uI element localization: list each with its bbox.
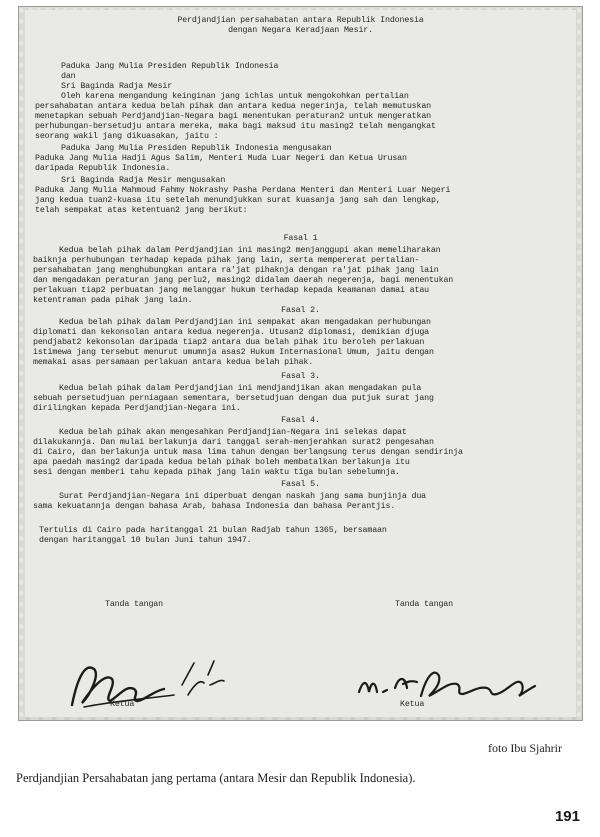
fasal-2-line: diplomati dan kekonsolan antara kedua negerenja. Utusan2 diplomasi, demikian djuga — [33, 328, 429, 337]
doc-line: persahabatan antara kedua belah pihak dan antara kedua negerinja, telah memutuskan — [35, 102, 431, 111]
sign-name-right: Ketua — [400, 700, 425, 709]
treaty-title-line1: Perdjandjian persahabatan antara Republik Indonesia — [177, 16, 424, 25]
doc-line: telah sempakat atas ketentuan2 jang berikut: — [35, 206, 248, 215]
sign-label-right: Tanda tangan — [395, 600, 453, 609]
doc-line: Sri Baginda Radja Mesir — [61, 82, 173, 91]
fasal-5-heading: Fasal 5. — [281, 480, 320, 489]
fasal-2-line: memakai asas persamaan perlakuan antara kedua belah pihak. — [33, 358, 314, 367]
fasal-4-line: Kedua belah pihak akan mengesahkan Perdjandjian-Negara ini selekas dapat — [59, 428, 407, 437]
fasal-4-line: sesi dengan memberi tahu kepada pihak jang lain waktu tiga bulan sebelumnja. — [33, 468, 401, 477]
fasal-1-line: baiknja perhubungan terhadap kepada pihak jang lain, serta mempererat pertalian- — [33, 256, 420, 265]
fasal-1-heading: Fasal 1 — [283, 234, 318, 243]
sign-label-left: Tanda tangan — [105, 600, 163, 609]
closing-line: dengan haritanggal 10 bulan Juni tahun 1947. — [39, 536, 252, 545]
signature-left-image — [64, 655, 234, 715]
fasal-2-line: istimewa jang tersebut menurut umumnja asas2 Hukum Internasional Umum, jaitu dengan — [33, 348, 434, 357]
fasal-5-line: sama kekuatannja dengan bahasa Arab, bahasa Indonesia dan bahasa Perantjis. — [33, 502, 396, 511]
fasal-3-line: Kedua belah pihak dalam Perdjandjian ini mendjandjikan akan mengadakan pula — [59, 384, 422, 393]
fasal-1-line: dan mengadakan peraturan jang perlu2, masing2 didalam daerah negerenja, bagi menentukan — [33, 276, 454, 285]
closing-line: Tertulis di Cairo pada haritanggal 21 bulan Radjab tahun 1365, bersamaan — [39, 526, 387, 535]
signature-right-image — [349, 662, 539, 707]
fasal-4-heading: Fasal 4. — [281, 416, 320, 425]
doc-line: Paduka Jang Mulia Mahmoud Fahmy Nokrashy Pasha Perdana Menteri dan Menteri Luar Negeri — [35, 186, 451, 195]
fasal-1-line: ketentraman pada pihak jang lain. — [33, 296, 193, 305]
fasal-3-line: dirilingkan kepada Perdjandjian-Negara ini. — [33, 404, 241, 413]
document-photo — [18, 6, 583, 721]
doc-line: Sri Baginda Radja Mesir mengusakan — [61, 176, 226, 185]
page-number: 191 — [554, 808, 580, 825]
fasal-4-line: di Cairo, dan berlakunja untuk masa lima tahun dengan berlangsung terus dengan sendirinja — [33, 448, 463, 457]
fasal-4-line: dilakukannja. Dan mulai berlakunja dari tanggal serah-menjerahkan surat2 pengesahan — [33, 438, 434, 447]
fasal-3-heading: Fasal 3. — [281, 372, 320, 381]
doc-line: perhubungan-bersetudju antara mereka, maka bagi maksud itu masing2 telah mengangkat — [35, 122, 436, 131]
doc-line: menetapkan sebuah Perdjandjian-Negara bagi menentukan peraturan2 untuk mengeratkan — [35, 112, 431, 121]
photo-credit: foto Ibu Sjahrir — [488, 741, 562, 755]
fasal-5-line: Surat Perdjandjian-Negara ini diperbuat dengan naskah jang sama bunjinja dua — [59, 492, 427, 501]
treaty-sheet — [25, 10, 576, 717]
doc-line: Paduka Jang Mulia Hadji Agus Salim, Menteri Muda Luar Negeri dan Ketua Urusan — [35, 154, 407, 163]
doc-line: Paduka Jang Mulia Presiden Republik Indonesia — [61, 62, 279, 71]
doc-line: dan — [61, 72, 76, 81]
fasal-4-line: apa paedah masing2 daripada kedua belah pihak boleh membatalkan berlakunja itu — [33, 458, 410, 467]
doc-line: jang kedua tuan2-kuasa itu setelah menundjukkan surat kuasanja jang sah dan lengkap, — [35, 196, 441, 205]
doc-line: Paduka Jang Mulia Presiden Republik Indonesia mengusakan — [61, 144, 332, 153]
fasal-1-line: Kedua belah pihak dalam Perdjandjian ini masing2 menjanggupi akan memeliharakan — [59, 246, 441, 255]
doc-line: Oleh karena mengandung keinginan jang ichlas untuk mengokohkan pertalian — [61, 92, 409, 101]
fasal-2-line: pendjabat2 kekonsolan daripada tiap2 antara dua belah pihak itu beroleh perlakuan — [33, 338, 425, 347]
fasal-1-line: perlakuan tiap2 perbuatan jang melanggar hukum terhadap kepada keamanan damai atau — [33, 286, 429, 295]
fasal-2-line: Kedua belah pihak dalam Perdjandjian ini sempakat akan mengadakan perhubungan — [59, 318, 431, 327]
treaty-title-line2: dengan Negara Keradjaan Mesir. — [228, 26, 373, 35]
fasal-2-heading: Fasal 2. — [281, 306, 320, 315]
doc-line: daripada Republik Indonesia. — [35, 164, 171, 173]
fasal-3-line: sebuah persetudjuan perniagaan sementara, bersetudjuan dengan dua putjuk surat jang — [33, 394, 434, 403]
sign-name-left: Ketua — [110, 700, 135, 709]
fasal-1-line: persahabatan jang menghubungkan antara ra'jat pihaknja dengan ra'jat pihak jang lain — [33, 266, 439, 275]
figure-caption: Perdjandjian Persahabatan jang pertama (antara Mesir dan Republik Indonesia). — [16, 771, 416, 785]
doc-line: seorang wakil jang dikuasakan, jaitu : — [35, 132, 219, 141]
